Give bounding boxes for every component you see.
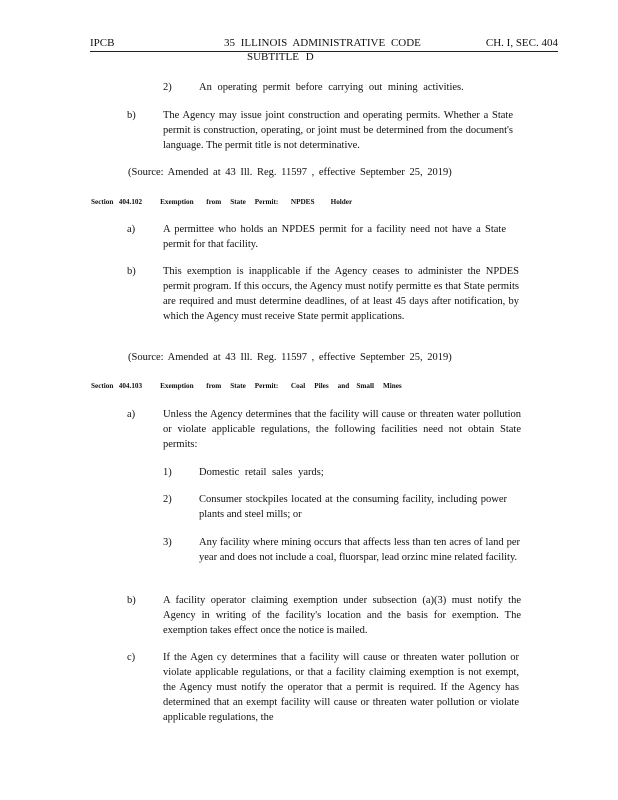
running-header [90, 37, 558, 52]
item-marker: 2) [163, 82, 172, 93]
header-agency: IPCB [90, 37, 115, 49]
item-marker: 3) [163, 537, 172, 548]
source-note: (Source: Amended at 43 Ill. Reg. 11597 , effective September 25, 2019) [128, 167, 452, 178]
section-heading: Section 404.103 Exemption from State Permit: Coal Piles and Small Mines [91, 382, 402, 390]
paragraph-text: This exemption is inapplicable if the Agency ceases to administer the NPDES permit program. If this occurs, the Agency must notify permitte es that State permits are required and must determine deadlines, of at least 45 days after notification, by which the Agency must receive State permit applications. [163, 266, 519, 322]
item-marker: c) [127, 652, 136, 663]
source-note: (Source: Amended at 43 Ill. Reg. 11597 , effective September 25, 2019) [128, 352, 452, 363]
item-marker: b) [127, 595, 136, 606]
paragraph-text: The Agency may issue joint construction and operating permits. Whether a State permit is construction, operating, or joint must be determined from the document's language. The permit title is not determinative. [163, 110, 513, 151]
item-marker: b) [127, 266, 136, 277]
paragraph-text: Consumer stockpiles located at the consuming facility, including power plants and steel mills; or [199, 494, 507, 520]
section-heading: Section 404.102 Exemption from State Permit: NPDES Holder [91, 198, 353, 206]
header-chapter-section: CH. I, SEC. 404 [485, 37, 558, 49]
item-marker: 2) [163, 494, 172, 505]
item-marker: a) [127, 409, 136, 420]
paragraph-text: A facility operator claiming exemption under subsection (a)(3) must notify the Agency in writing of the facility's location and the basis for exemption. The exemption takes effect once the notice is mailed. [163, 595, 521, 636]
paragraph-text: Domestic retail sales yards; [199, 467, 324, 478]
paragraph-text: A permittee who holds an NPDES permit for a facility need not have a State permit for that facility. [163, 224, 506, 250]
paragraph-text: Any facility where mining occurs that affects less than ten acres of land per year and does not include a coal, fluorspar, lead orzinc mine related facility. [199, 537, 520, 563]
paragraph-text: An operating permit before carrying out mining activities. [199, 82, 464, 93]
item-marker: 1) [163, 467, 172, 478]
item-marker: a) [127, 224, 136, 235]
item-marker: b) [127, 110, 136, 121]
header-code-title: 35 ILLINOIS ADMINISTRATIVE CODE [224, 37, 421, 49]
paragraph-text: Unless the Agency determines that the facility will cause or threaten water pollution or violate applicable regulations, the following facilities need not obtain State permits: [163, 409, 521, 450]
paragraph-text: If the Agen cy determines that a facility will cause or threaten water pollution or violate applicable regulations, or that a facility claiming exemption is not exempt, the Agency must notify the operator that a permit is required. If the Agency has determined that an exempt facility will cause or threaten water pollution or violate applicable regulations, the [163, 652, 519, 723]
header-subtitle: SUBTITLE D [247, 51, 314, 63]
